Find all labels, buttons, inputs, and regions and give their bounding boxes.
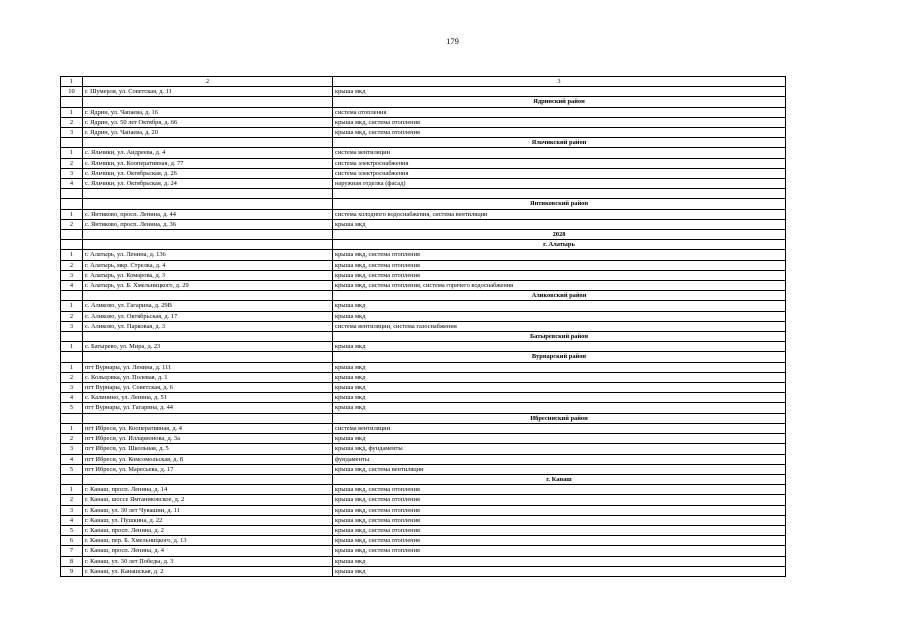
row-work-type: крыша мкд, система отопления [333,128,786,138]
row-number: 3 [61,444,83,454]
row-address: г. Алатырь, ул. Б. Хмельницкого, д. 29 [83,281,333,291]
table-row [61,158,786,168]
empty-cell [61,474,83,484]
row-address: г. Ядрин, ул. Чапаева, д. 16 [83,107,333,117]
row-work-type: крыша мкд, фундаменты [333,444,786,454]
row-address: пгт Ибреси, ул. Школьная, д. 5 [83,444,333,454]
section-row [61,230,786,240]
row-number: 2 [61,260,83,270]
table-row [61,250,786,260]
row-work-type: крыша мкд, система отопления [333,495,786,505]
table-row [61,270,786,280]
row-number: 1 [61,301,83,311]
row-number: 3 [61,128,83,138]
table-row [61,434,786,444]
section-row [61,291,786,301]
table-row [61,556,786,566]
column-header-3: 3 [333,77,786,87]
table-row [61,383,786,393]
row-number: 1 [61,362,83,372]
row-number: 1 [61,423,83,433]
row-work-type: крыша мкд [333,383,786,393]
table-row [61,107,786,117]
row-work-type: крыша мкд, система отопления, система горячего водоснабжения [333,281,786,291]
section-row [61,240,786,250]
section-title: Вурнарский район [333,352,786,362]
row-number: 2 [61,311,83,321]
row-address: с. Янтиково, просп. Ленина, д. 36 [83,219,333,229]
row-address: с. Яльчики, ул. Кооперативная, д. 77 [83,158,333,168]
row-work-type: крыша мкд [333,566,786,576]
row-work-type: крыша мкд, система отопления [333,117,786,127]
empty-cell [61,332,83,342]
table-row [61,423,786,433]
row-work-type: система отопления [333,107,786,117]
row-address: г. Алатырь, мкр. Стрелка, д. 4 [83,260,333,270]
row-number: 3 [61,270,83,280]
empty-cell [61,189,83,199]
table-row [61,209,786,219]
row-work-type: крыша мкд [333,219,786,229]
row-work-type: фундаменты [333,454,786,464]
table-row [61,168,786,178]
table-row [61,515,786,525]
row-address: г. Ядрин, ул. Чапаева, д. 20 [83,128,333,138]
table-row [61,546,786,556]
table-row [61,260,786,270]
row-number: 9 [61,566,83,576]
empty-cell [83,474,333,484]
row-address: г. Канаш, просп. Ленина, д. 2 [83,525,333,535]
row-address: пгт Ибреси, ул. Маресьева, д. 17 [83,464,333,474]
row-address: пгт Вурнары, ул. Советская, д. 6 [83,383,333,393]
empty-cell [61,291,83,301]
row-work-type: крыша мкд, система отопления [333,546,786,556]
row-work-type: крыша мкд [333,434,786,444]
row-address: г. Алатырь, ул. Комарова, д. 3 [83,270,333,280]
row-address: г. Канаш, ул. 30 лет Победы, д. 3 [83,556,333,566]
row-number: 2 [61,372,83,382]
section-title: Янтиковский район [333,199,786,209]
row-number: 3 [61,505,83,515]
empty-cell [83,291,333,301]
row-address: с. Аликово, ул. Гагарина, д. 29В [83,301,333,311]
row-address: с. Яльчики, ул. Октябрьская, д. 24 [83,179,333,189]
empty-cell [83,97,333,107]
row-address: с. Аликово, ул. Октябрьская, д. 17 [83,311,333,321]
section-title: г. Канаш [333,474,786,484]
row-work-type: крыша мкд [333,87,786,97]
repair-schedule-table [60,76,786,577]
row-address: с. Янтиково, просп. Ленина, д. 44 [83,209,333,219]
row-number: 10 [61,87,83,97]
table-row [61,485,786,495]
row-number: 1 [61,209,83,219]
row-address: пгт Ибреси, ул. Илларионова, д. 3а [83,434,333,444]
row-work-type: крыша мкд, система отопления [333,505,786,515]
table-row [61,372,786,382]
row-address: г. Шумерля, ул. Советская, д. 11 [83,87,333,97]
empty-cell [83,230,333,240]
row-address: пгт Вурнары, ул. Ленина, д. 111 [83,362,333,372]
row-address: с. Яльчики, ул. Андреева, д. 4 [83,148,333,158]
row-number: 4 [61,281,83,291]
table-row [61,454,786,464]
table-row [61,301,786,311]
row-address: г. Канаш, пер. Б. Хмельницкого, д. 13 [83,536,333,546]
row-address: г. Канаш, просп. Ленина, д. 14 [83,485,333,495]
row-work-type: система холодного водоснабжения, система вентиляции [333,209,786,219]
table-row [61,219,786,229]
row-address: г. Алатырь, ул. Ленина, д. 136 [83,250,333,260]
row-address: пгт Вурнары, ул. Гагарина, д. 44 [83,403,333,413]
row-work-type: крыша мкд, система отопления [333,536,786,546]
empty-cell [83,413,333,423]
empty-cell [83,189,333,199]
row-number: 3 [61,321,83,331]
table-row [61,281,786,291]
table-row [61,128,786,138]
table-row [61,495,786,505]
table-row [61,311,786,321]
empty-cell [61,352,83,362]
table-row [61,117,786,127]
table-row [61,148,786,158]
row-work-type: система электроснабжения [333,158,786,168]
empty-cell [83,138,333,148]
row-address: с. Батырево, ул. Мира, д. 23 [83,342,333,352]
row-address: г. Канаш, шоссе Ямтаниковское, д. 2 [83,495,333,505]
row-number: 4 [61,515,83,525]
row-work-type: система вентиляции [333,423,786,433]
table-row [61,179,786,189]
section-title: Батыревский район [333,332,786,342]
table-row [61,566,786,576]
section-title: Аликовский район [333,291,786,301]
table-row [61,444,786,454]
table-row [61,342,786,352]
table-row [61,525,786,535]
table-row [61,87,786,97]
empty-cell [61,240,83,250]
row-address: пгт Ибреси, ул. Комсомольская, д. 8 [83,454,333,464]
row-work-type: наружная отделка (фасад) [333,179,786,189]
empty-row [61,189,786,199]
column-header-row [61,77,786,87]
section-row [61,199,786,209]
empty-cell [61,97,83,107]
table-body [61,77,786,577]
row-number: 5 [61,464,83,474]
table-row [61,321,786,331]
empty-cell [61,199,83,209]
row-address: пгт Ибреси, ул. Кооперативная, д. 4 [83,423,333,433]
row-number: 1 [61,342,83,352]
row-address: с. Калинино, ул. Ленина, д. 51 [83,393,333,403]
row-address: с. Аликово, ул. Парковая, д. 3 [83,321,333,331]
empty-cell [61,138,83,148]
row-address: г. Канаш, ул. Пушкина, д. 22 [83,515,333,525]
row-number: 4 [61,454,83,464]
row-work-type: крыша мкд, система отопления [333,260,786,270]
row-number: 7 [61,546,83,556]
row-number: 6 [61,536,83,546]
empty-cell [83,240,333,250]
table-row [61,505,786,515]
section-row [61,474,786,484]
row-number: 1 [61,148,83,158]
row-work-type: крыша мкд, система отопления [333,525,786,535]
empty-cell [333,189,786,199]
row-address: с. Яльчики, ул. Октябрьская, д. 26 [83,168,333,178]
row-work-type: крыша мкд [333,372,786,382]
section-title: Яльчикский район [333,138,786,148]
section-title: 2028 [333,230,786,240]
empty-cell [83,199,333,209]
row-work-type: крыша мкд, система отопления [333,270,786,280]
section-row [61,413,786,423]
section-row [61,352,786,362]
table-row [61,464,786,474]
row-number: 2 [61,434,83,444]
row-address: г. Канаш, просп. Ленина, д. 4 [83,546,333,556]
section-title: Ядринский район [333,97,786,107]
table-row [61,403,786,413]
row-work-type: система вентиляции [333,148,786,158]
empty-cell [83,332,333,342]
row-work-type: крыша мкд [333,556,786,566]
section-row [61,138,786,148]
row-work-type: крыша мкд [333,301,786,311]
empty-cell [61,230,83,240]
row-number: 5 [61,525,83,535]
row-number: 3 [61,383,83,393]
row-work-type: крыша мкд, система отопления [333,515,786,525]
row-number: 1 [61,107,83,117]
row-number: 4 [61,393,83,403]
row-work-type: крыша мкд [333,342,786,352]
section-title: Ибресинский район [333,413,786,423]
page-number: 179 [446,36,459,46]
row-number: 2 [61,158,83,168]
column-header-2: 2 [83,77,333,87]
empty-cell [83,352,333,362]
row-number: 1 [61,250,83,260]
row-number: 8 [61,556,83,566]
table-row [61,536,786,546]
row-work-type: крыша мкд [333,311,786,321]
row-work-type: крыша мкд, система отопления [333,485,786,495]
row-work-type: крыша мкд [333,393,786,403]
empty-cell [61,413,83,423]
row-number: 3 [61,168,83,178]
row-number: 1 [61,485,83,495]
row-number: 2 [61,495,83,505]
row-work-type: крыша мкд, система отопления [333,250,786,260]
row-address: с. Кольцовка, ул. Полевая, д. 1 [83,372,333,382]
row-address: г. Канаш, ул. 30 лет Чувашии, д. 11 [83,505,333,515]
section-title: г. Алатырь [333,240,786,250]
row-address: г. Ядрин, ул. 50 лет Октября, д. 66 [83,117,333,127]
column-header-1: 1 [61,77,83,87]
row-work-type: крыша мкд [333,362,786,372]
row-number: 2 [61,117,83,127]
row-work-type: крыша мкд, система вентиляции [333,464,786,474]
row-work-type: крыша мкд [333,403,786,413]
section-row [61,97,786,107]
row-number: 5 [61,403,83,413]
row-number: 2 [61,219,83,229]
row-number: 4 [61,179,83,189]
section-row [61,332,786,342]
row-work-type: система электроснабжения [333,168,786,178]
row-work-type: система вентиляции, система газоснабжения [333,321,786,331]
table-row [61,362,786,372]
row-address: г. Канаш, ул. Канашская, д. 2 [83,566,333,576]
table-row [61,393,786,403]
